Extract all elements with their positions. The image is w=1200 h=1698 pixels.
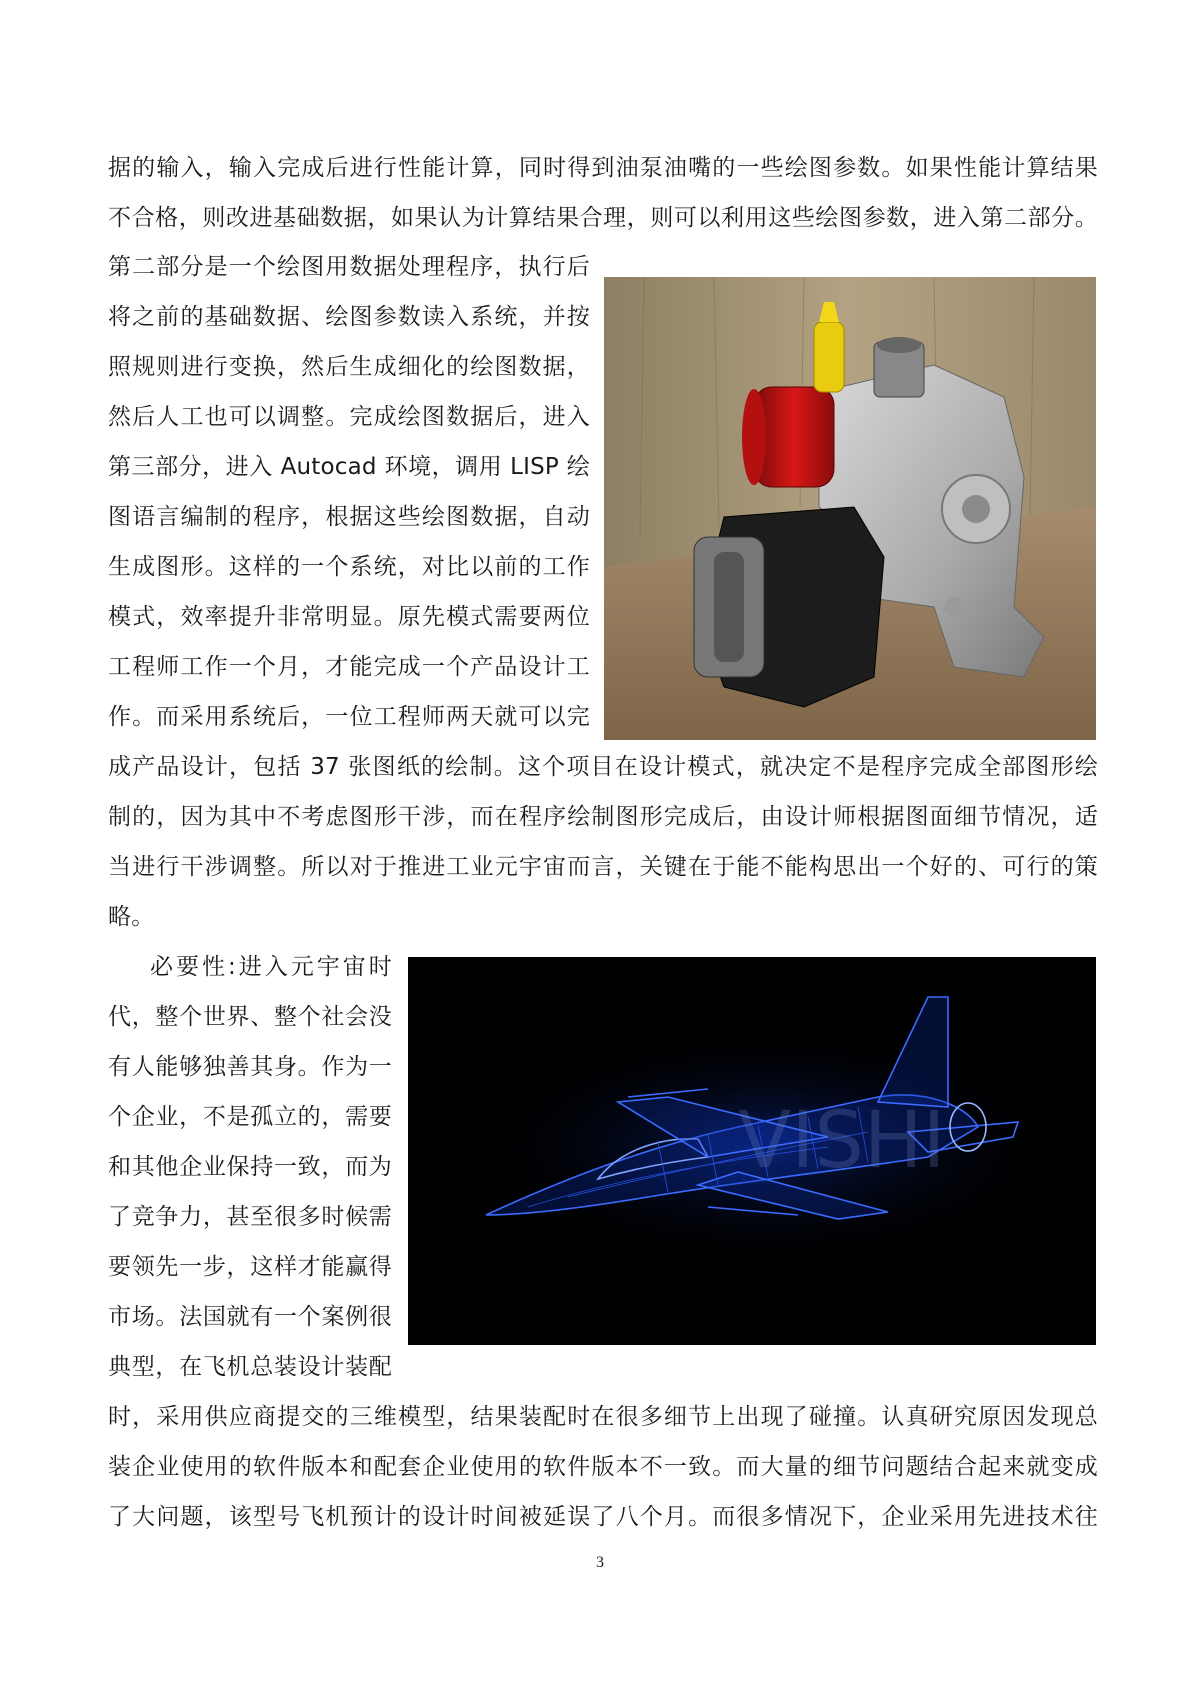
paragraph-line: 不合格，则改进基础数据，如果认为计算结果合理，则可以利用这些绘图参数，进入第二部分。	[108, 205, 1098, 231]
paragraph-line: 第三部分，进入 Autocad 环境，调用 LISP 绘	[108, 454, 590, 480]
paragraph-line: 照规则进行变换，然后生成细化的绘图数据，	[108, 354, 590, 380]
paragraph-line: 成产品设计，包括 37 张图纸的绘制。这个项目在设计模式，就决定不是程序完成全部图形绘	[108, 754, 1098, 780]
paragraph-line: 生成图形。这样的一个系统，对比以前的工作	[108, 554, 590, 580]
paragraph-line: 第二部分是一个绘图用数据处理程序，执行后	[108, 254, 590, 280]
paragraph-line: 典型，在飞机总装设计装配	[108, 1354, 392, 1380]
paragraph-line: 必要性:进入元宇宙时	[150, 954, 392, 980]
paragraph-line: 图语言编制的程序，根据这些绘图数据，自动	[108, 504, 590, 530]
paragraph-line: 时，采用供应商提交的三维模型，结果装配时在很多细节上出现了碰撞。认真研究原因发现总	[108, 1404, 1098, 1430]
paragraph-line: 工程师工作一个月，才能完成一个产品设计工	[108, 654, 590, 680]
paragraph-line: 据的输入，输入完成后进行性能计算，同时得到油泵油嘴的一些绘图参数。如果性能计算结果	[108, 155, 1098, 181]
paragraph-line: 代，整个世界、整个社会没	[108, 1004, 392, 1030]
paragraph-line: 略。	[108, 904, 155, 930]
paragraph-line: 模式，效率提升非常明显。原先模式需要两位	[108, 604, 590, 630]
watermark-text: VISHI	[738, 1096, 946, 1186]
paragraph-line: 当进行干涉调整。所以对于推进工业元宇宙而言，关键在于能不能构思出一个好的、可行的策	[108, 854, 1098, 880]
paragraph-line: 有人能够独善其身。作为一	[108, 1054, 392, 1080]
paragraph-line: 了大问题，该型号飞机预计的设计时间被延误了八个月。而很多情况下，企业采用先进技术往	[108, 1504, 1098, 1530]
wireframe-jet-image	[408, 957, 1096, 1345]
paragraph-line: 了竞争力，甚至很多时候需	[108, 1204, 392, 1230]
paragraph-line: 个企业，不是孤立的，需要	[108, 1104, 392, 1130]
fuel-pump-photo	[604, 277, 1096, 740]
paragraph-line: 市场。法国就有一个案例很	[108, 1304, 392, 1330]
paragraph-line: 将之前的基础数据、绘图参数读入系统，并按	[108, 304, 590, 330]
paragraph-line: 制的，因为其中不考虑图形干涉，而在程序绘制图形完成后，由设计师根据图面细节情况，适	[108, 804, 1098, 830]
paragraph-line: 然后人工也可以调整。完成绘图数据后，进入	[108, 404, 590, 430]
paragraph-line: 作。而采用系统后，一位工程师两天就可以完	[108, 704, 590, 730]
paragraph-line: 和其他企业保持一致，而为	[108, 1154, 392, 1180]
paragraph-line: 装企业使用的软件版本和配套企业使用的软件版本不一致。而大量的细节问题结合起来就变成	[108, 1454, 1098, 1480]
page-number: 3	[596, 1554, 604, 1571]
paragraph-line: 要领先一步，这样才能赢得	[108, 1254, 392, 1280]
